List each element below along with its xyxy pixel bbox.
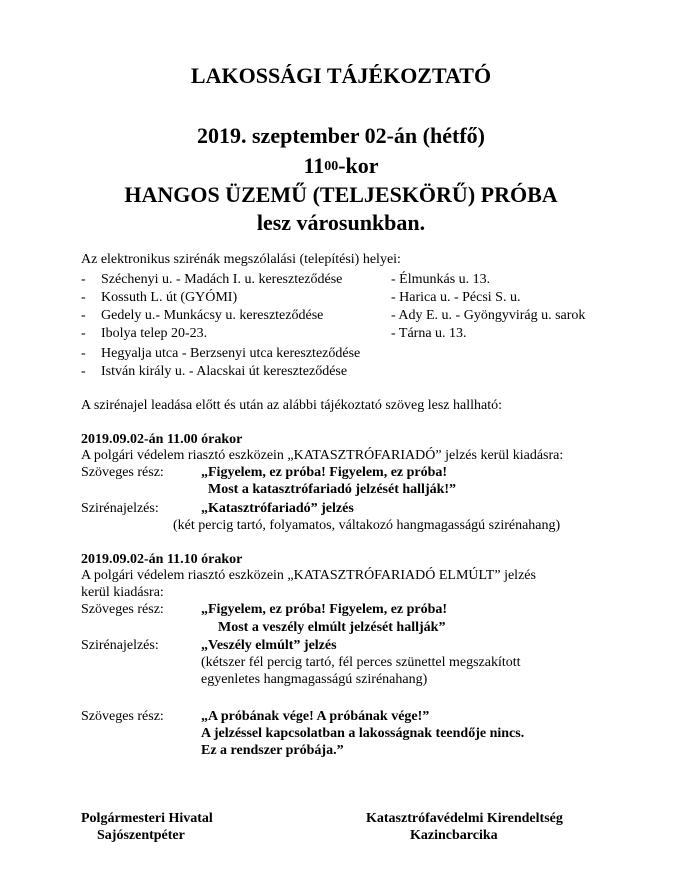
list-item-text: - Tárna u. 13. xyxy=(391,326,467,341)
list-item xyxy=(81,289,86,307)
section1-text-label: Szöveges rész: xyxy=(81,465,164,480)
section1-heading: 2019.09.02-án 11.00 órakor xyxy=(81,432,243,447)
time-suffix: -kor xyxy=(338,153,379,178)
list-item xyxy=(81,345,86,363)
section2-heading: 2019.09.02-án 11.10 órakor xyxy=(81,552,243,567)
section2-end-line1: „A próbának vége! A próbának vége!” xyxy=(201,709,430,724)
list-item xyxy=(81,325,86,343)
list-item-text: Hegyalja utca - Berzsenyi utca kereszteződése xyxy=(101,346,361,361)
section2-text-line1: „Figyelem, ez próba! Figyelem, ez próba! xyxy=(201,602,448,617)
page-title: LAKOSSÁGI TÁJÉKOZTATÓ xyxy=(190,63,492,88)
section2-desc-line1: A polgári védelem riasztó eszközein „KATASZTRÓFARIADÓ ELMÚLT” jelzés xyxy=(81,568,536,583)
list-item-text: Gedely u.- Munkácsy u. kereszteződése xyxy=(101,308,324,323)
list-item xyxy=(81,363,86,381)
section2-end-label: Szöveges rész: xyxy=(81,709,164,724)
date-line: 2019. szeptember 02-án (hétfő) xyxy=(197,123,485,148)
list-item-text: István király u. - Alacskai út kereszteződése xyxy=(101,364,348,379)
section1-signal-desc: (két percig tartó, folyamatos, váltakozó hangmagasságú szirénahang) xyxy=(173,518,561,533)
footer-right-line1: Katasztrófavédelmi Kirendeltség xyxy=(366,811,563,826)
section2-end-line2: A jelzéssel kapcsolatban a lakosságnak teendője nincs. xyxy=(201,726,525,741)
time-line xyxy=(0,152,682,184)
list-item xyxy=(81,271,86,289)
notice-intro: A szirénajel leadása előtt és után az alábbi tájékoztató szöveg lesz hallható: xyxy=(81,398,502,413)
section1-signal-label: Szirénajelzés: xyxy=(81,501,159,516)
section2-text-line2: Most a veszély elmúlt jelzését hallják” xyxy=(218,620,446,635)
list-bullet: - xyxy=(81,326,86,341)
list-bullet: - xyxy=(81,272,86,287)
list-item-text: - Ady E. u. - Gyöngyvirág u. sarok xyxy=(391,308,586,323)
time-minutes: 00 xyxy=(324,159,339,174)
section2-text-label: Szöveges rész: xyxy=(81,602,164,617)
list-item-text: Kossuth L. út (GYÓMI) xyxy=(101,290,238,305)
list-item-text: Széchenyi u. - Madách I. u. kereszteződése xyxy=(101,272,343,287)
list-bullet: - xyxy=(81,346,86,361)
section1-text-line1: „Figyelem, ez próba! Figyelem, ez próba! xyxy=(201,465,448,480)
time-hour: 11 xyxy=(303,153,325,178)
list-bullet: - xyxy=(81,308,86,323)
list-item-text: Ibolya telep 20-23. xyxy=(101,326,208,341)
list-bullet: - xyxy=(81,290,86,305)
footer-right-line2: Kazincbarcika xyxy=(410,828,498,843)
section1-text-line2: Most a katasztrófariadó jelzését hallják!” xyxy=(208,482,457,497)
list-item-text: - Harica u. - Pécsi S. u. xyxy=(391,290,521,305)
footer-left-line2: Sajószentpéter xyxy=(97,828,185,843)
section1-desc: A polgári védelem riasztó eszközein „KATASZTRÓFARIADÓ” jelzés kerül kiadásra: xyxy=(81,448,564,463)
list-bullet: - xyxy=(81,364,86,379)
list-item-text: - Élmunkás u. 13. xyxy=(391,272,491,287)
footer-left-line1: Polgármesteri Hivatal xyxy=(81,811,213,826)
section2-signal-desc1: (kétszer fél percig tartó, fél perces szünettel megszakított xyxy=(201,655,521,670)
section2-end-line3: Ez a rendszer próbája.” xyxy=(201,743,344,758)
list-item xyxy=(81,307,86,325)
section2-signal-desc2: egyenletes hangmagasságú szirénahang) xyxy=(201,672,428,687)
location-line: lesz városunkban. xyxy=(256,210,426,235)
section1-signal-name: „Katasztrófariadó” jelzés xyxy=(201,501,354,516)
section2-signal-label: Szirénajelzés: xyxy=(81,638,159,653)
section2-signal-name: „Veszély elmúlt” jelzés xyxy=(201,638,337,653)
section2-desc-line2: kerül kiadásra: xyxy=(81,585,164,600)
sirens-intro: Az elektronikus szirénák megszólalási (telepítési) helyei: xyxy=(81,252,401,267)
test-line: HANGOS ÜZEMŰ (TELJESKÖRŰ) PRÓBA xyxy=(124,182,558,207)
